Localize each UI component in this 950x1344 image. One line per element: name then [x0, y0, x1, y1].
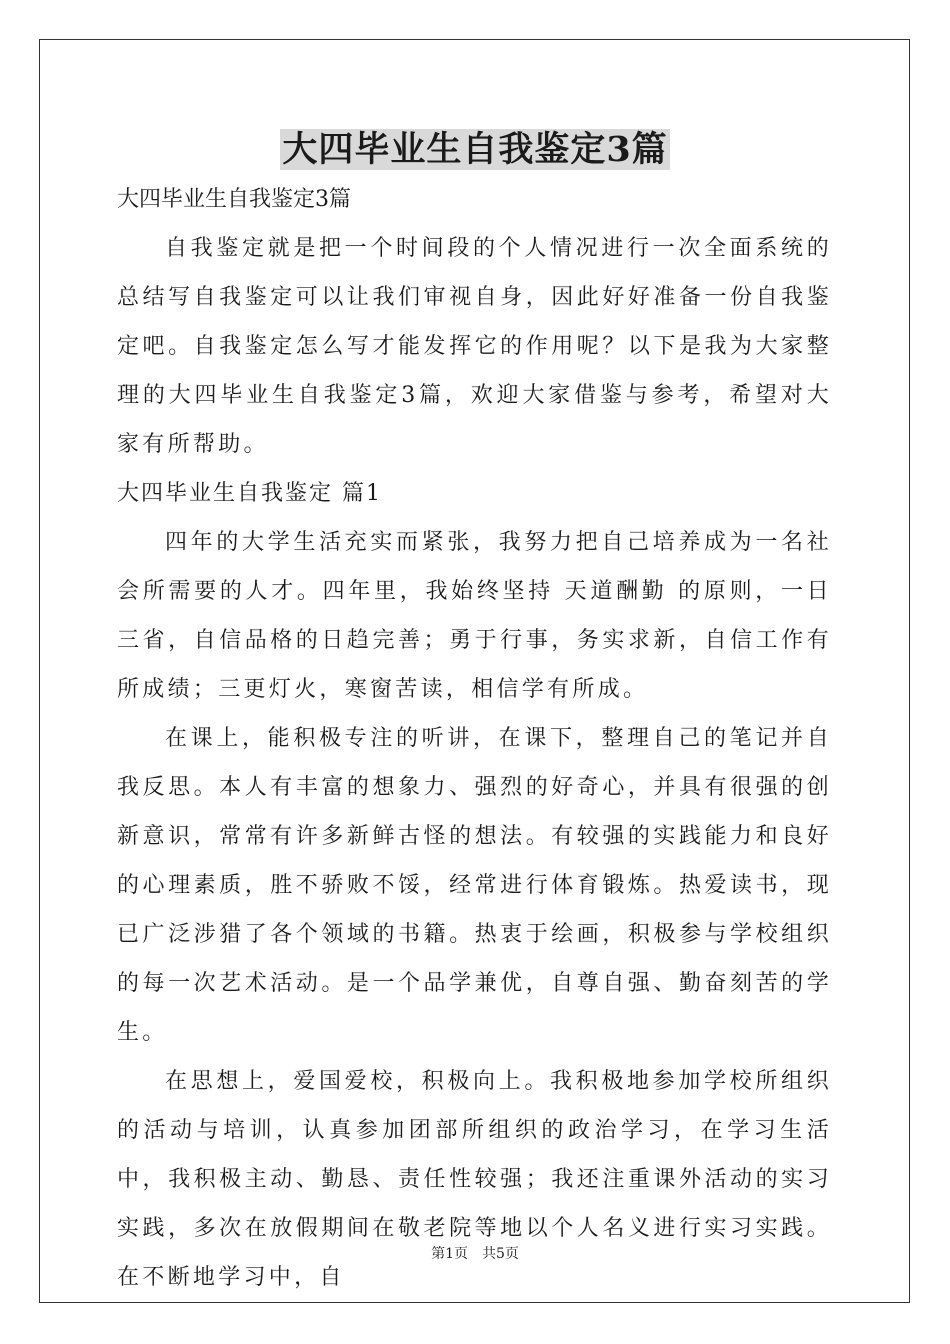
- document-body: [117, 175, 832, 1302]
- page-number: 第1页 共5页: [431, 1246, 519, 1262]
- intro-paragraph: 自我鉴定就是把一个时间段的个人情况进行一次全面系统的总结写自我鉴定可以让我们审视自身，因此好好准备一份自我鉴定吧。自我鉴定怎么写才能发挥它的作用呢？以下是我为大家整理的大四毕业生自我鉴定3篇，欢迎大家借鉴与参考，希望对大家有所帮助。: [117, 236, 832, 457]
- body-paragraph: 四年的大学生活充实而紧张，我努力把自己培养成为一名社会所需要的人才。四年里，我始终坚持 天道酬勤 的原则，一日三省，自信品格的日趋完善；勇于行事，务实求新，自信工作有所成绩；三更灯火，寒窗苦读，相信学有所成。: [117, 530, 832, 702]
- section-heading: 大四毕业生自我鉴定 篇1: [117, 481, 382, 506]
- body-paragraph: 在思想上，爱国爱校，积极向上。我积极地参加学校所组织的活动与培训，认真参加团部所组织的政治学习，在学习生活中，我积极主动、勤恳、责任性较强；我还注重课外活动的实习实践，多次在放假期间在敬老院等地以个人名义进行实习实践。在不断地学习中，自: [117, 1069, 832, 1290]
- document-subtitle: 大四毕业生自我鉴定3篇: [117, 187, 351, 212]
- page-footer: [0, 1244, 950, 1264]
- body-paragraph: 在课上，能积极专注的听讲，在课下，整理自己的笔记并自我反思。本人有丰富的想象力、强烈的好奇心，并具有很强的创新意识，常常有许多新鲜古怪的想法。有较强的实践能力和良好的心理素质，胜不骄败不馁，经常进行体育锻炼。热爱读书，现已广泛涉猎了各个领域的书籍。热衷于绘画，积极参与学校组织的每一次艺术活动。是一个品学兼优，自尊自强、勤奋刻苦的学生。: [117, 726, 832, 1045]
- document-title-text: 大四毕业生自我鉴定3篇: [282, 129, 668, 170]
- document-title: [0, 124, 950, 176]
